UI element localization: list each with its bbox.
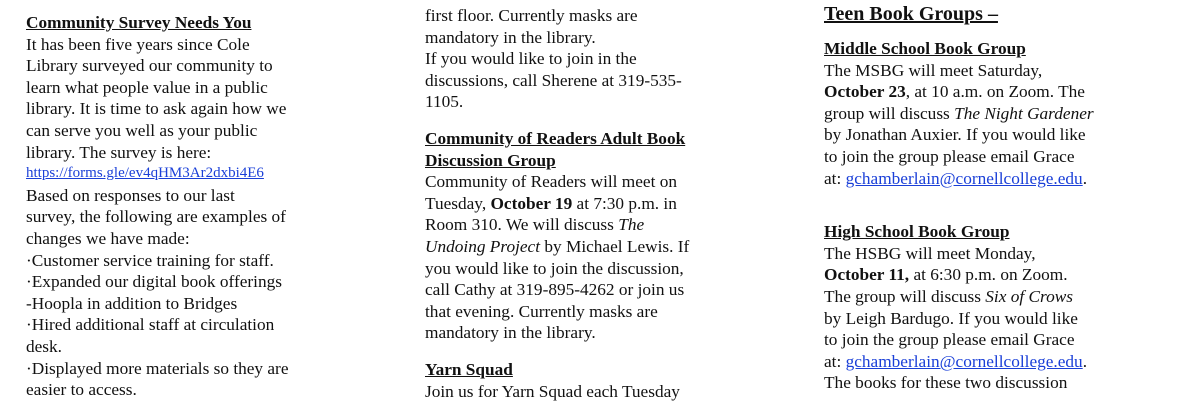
middle-line: mandatory in the library. <box>425 27 755 49</box>
survey-list-item: ·Displayed more materials so they are <box>26 358 346 380</box>
survey-list-item: ·Hired additional staff at circulation <box>26 314 346 336</box>
readers-section <box>425 128 755 344</box>
middle-column <box>425 5 755 402</box>
readers-line: Undoing Project by Michael Lewis. If <box>425 236 755 258</box>
survey-list-item: desk. <box>26 336 346 358</box>
ms-line: to join the group please email Grace <box>824 146 1164 168</box>
readers-heading: Community of Readers Adult Book <box>425 128 755 150</box>
survey-line: library. It is time to ask again how we <box>26 98 346 120</box>
middle-line: discussions, call Sherene at 319-535- <box>425 70 755 92</box>
survey-list-item: -Hoopla in addition to Bridges <box>26 293 346 315</box>
teen-title: Teen Book Groups – <box>824 2 1164 26</box>
middle-line: first floor. Currently masks are <box>425 5 755 27</box>
hs-line: The books for these two discussion <box>824 372 1164 394</box>
readers-line: you would like to join the discussion, <box>425 258 755 280</box>
ms-line: by Jonathan Auxier. If you would like <box>824 124 1164 146</box>
ms-line: at: gchamberlain@cornellcollege.edu. <box>824 168 1164 190</box>
survey-list-item: easier to access. <box>26 379 346 401</box>
readers-line: Community of Readers will meet on <box>425 171 755 193</box>
survey-line: changes we have made: <box>26 228 346 250</box>
yarn-line: Join us for Yarn Squad each Tuesday <box>425 381 755 402</box>
survey-line: Based on responses to our last <box>26 185 346 207</box>
survey-section <box>26 12 346 401</box>
survey-list-item: ·Expanded our digital book offerings <box>26 271 346 293</box>
survey-heading: Community Survey Needs You <box>26 12 346 34</box>
readers-line: Tuesday, October 19 at 7:30 p.m. in <box>425 193 755 215</box>
ms-heading: Middle School Book Group <box>824 38 1164 60</box>
middle-line: If you would like to join in the <box>425 48 755 70</box>
survey-line: library. The survey is here: <box>26 142 346 164</box>
yarn-section <box>425 359 755 402</box>
hs-line: The group will discuss Six of Crows <box>824 286 1164 308</box>
hs-line: at: gchamberlain@cornellcollege.edu. <box>824 351 1164 373</box>
middle-line: 1105. <box>425 91 755 113</box>
survey-link-line <box>26 163 346 185</box>
hs-line: to join the group please email Grace <box>824 329 1164 351</box>
ms-line: The MSBG will meet Saturday, <box>824 60 1164 82</box>
ms-line: group will discuss The Night Gardener <box>824 103 1164 125</box>
hs-line: by Leigh Bardugo. If you would like <box>824 308 1164 330</box>
readers-line: mandatory in the library. <box>425 322 755 344</box>
readers-line: that evening. Currently masks are <box>425 301 755 323</box>
teen-column <box>824 2 1164 394</box>
survey-line: survey, the following are examples of <box>26 206 346 228</box>
readers-line: Room 310. We will discuss The <box>425 214 755 236</box>
hs-section <box>824 221 1164 394</box>
hs-heading: High School Book Group <box>824 221 1164 243</box>
ms-section <box>824 38 1164 189</box>
survey-list-item: ·Customer service training for staff. <box>26 250 346 272</box>
survey-line: It has been five years since Cole <box>26 34 346 56</box>
hs-line: October 11, at 6:30 p.m. on Zoom. <box>824 264 1164 286</box>
hs-email-link[interactable]: gchamberlain@cornellcollege.edu <box>846 352 1083 371</box>
readers-heading: Discussion Group <box>425 150 755 172</box>
survey-link[interactable]: https://forms.gle/ev4qHM3Ar2dxbi4E6 <box>26 165 264 181</box>
ms-email-link[interactable]: gchamberlain@cornellcollege.edu <box>846 169 1083 188</box>
survey-line: can serve you well as your public <box>26 120 346 142</box>
ms-line: October 23, at 10 a.m. on Zoom. The <box>824 81 1164 103</box>
survey-line: learn what people value in a public <box>26 77 346 99</box>
hs-line: The HSBG will meet Monday, <box>824 243 1164 265</box>
survey-line: Library surveyed our community to <box>26 55 346 77</box>
yarn-heading: Yarn Squad <box>425 359 755 381</box>
readers-line: call Cathy at 319-895-4262 or join us <box>425 279 755 301</box>
